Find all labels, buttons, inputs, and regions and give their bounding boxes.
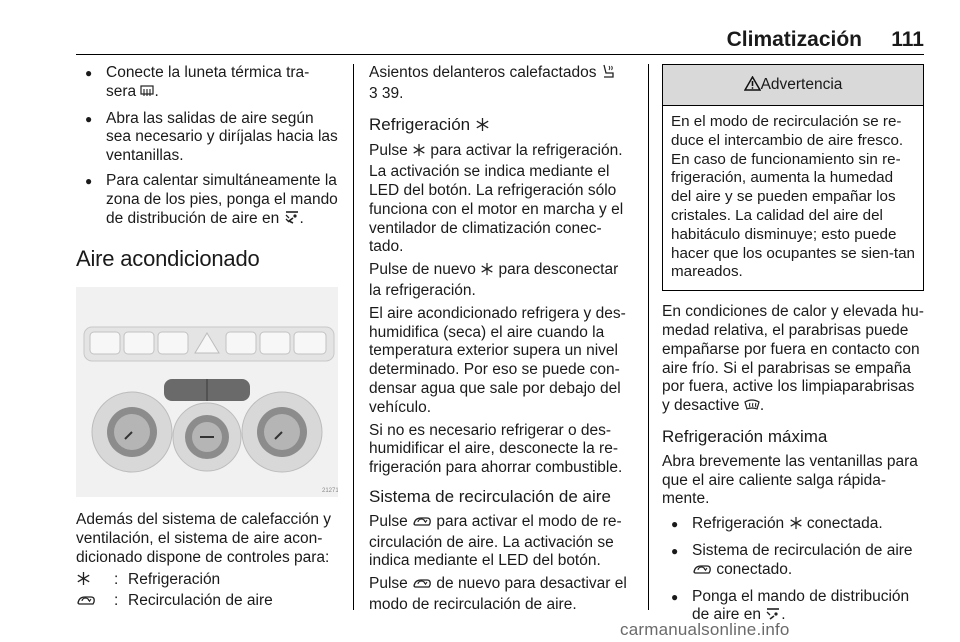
- warning-header: [663, 65, 923, 106]
- list-item: ● Para calentar simultáneamente la zona de los pies, ponga el mando de distribución de aire en .: [76, 172, 338, 230]
- recirculation-icon: [692, 563, 712, 582]
- windshield-fog-paragraph: En condiciones de calor y elevada hu-medad relativa, el parabrisas puede empañarse por fuera en contacto con aire frío. Si el parabrisas se empaña por fuera, active los limpiaparabrisas y desactive .: [662, 303, 924, 418]
- legend-item-recirculation: : Recirculación de aire: [76, 591, 338, 612]
- heading-recirculation: Sistema de recirculación de aire: [369, 486, 611, 506]
- warning-box: [662, 64, 924, 291]
- climate-control-panel-illustration: [76, 287, 338, 497]
- recirculation-paragraph-2: Pulse de nuevo para desactivar el modo de recirculación de aire.: [369, 575, 627, 613]
- cooling-paragraph-1: Pulse para activar la refrigeración. La activación se indica mediante el LED del botón. La refrigeración sólo funciona con el motor en marcha y el ventilador de climatización conec-tado.: [369, 142, 624, 256]
- max-cooling-list: [662, 515, 924, 627]
- column-1: [76, 64, 338, 612]
- warning-title: Advertencia: [760, 76, 843, 93]
- list-item: ● Refrigeración conectada.: [662, 515, 924, 536]
- recirculation-icon: [412, 515, 432, 534]
- recirculation-icon: [76, 593, 96, 612]
- list-item: ● Ponga el mando de distribución de aire en .: [662, 588, 924, 628]
- snowflake-icon: [789, 516, 803, 536]
- control-legend: [76, 570, 338, 612]
- snowflake-icon: [76, 571, 91, 591]
- max-cooling-paragraph: Abra brevemente las ventanillas para que el aire caliente salga rápida-mente.: [662, 452, 918, 508]
- chapter-title: Climatización: [726, 28, 862, 51]
- windshield-defrost-icon: [744, 398, 760, 418]
- column-3: [662, 64, 924, 633]
- illustration-code: 21271: [322, 488, 338, 495]
- column-2: [369, 64, 634, 619]
- warning-text: En el modo de recirculación se re-duce el intercambio de aire fresco. En caso de funcionamiento sin re-frigeración, aumenta la humedad del aire y se pueden empañar los cristales. La calidad del aire del habitáculo disminuye; esto puede hacer que los ocupantes se sien-tan mareados.: [671, 113, 916, 281]
- column-divider-2: [648, 64, 649, 610]
- watermark: carmanualsonline.info: [620, 620, 790, 639]
- heading-max-cooling: Refrigeración máxima: [662, 426, 828, 446]
- legend-item-cooling: : Refrigeración: [76, 570, 338, 591]
- recirculation-icon: [412, 577, 432, 596]
- list-item: ● Sistema de recirculación de aire conectado.: [662, 542, 924, 582]
- heated-seat-icon: [601, 64, 615, 85]
- cooling-paragraph-2: Pulse de nuevo para desconectar la refrigeración.: [369, 261, 619, 299]
- list-item: ● Conecte la luneta térmica tra-sera .: [76, 64, 338, 104]
- ac-intro: Además del sistema de calefacción y ventilación, el sistema de aire acon-dicionado dispone de controles para:: [76, 511, 332, 566]
- recirculation-paragraph-1: Pulse para activar el modo de re-circulación de aire. La activación se indica mediante el LED del botón.: [369, 512, 622, 570]
- footwell-windshield-icon: [284, 210, 300, 231]
- instruction-list: [76, 64, 338, 230]
- heading-cooling: Refrigeración: [369, 116, 634, 137]
- page-header: [76, 28, 924, 54]
- snowflake-icon: [475, 117, 490, 137]
- warning-triangle-icon: [744, 67, 761, 107]
- cooling-paragraph-3: El aire acondicionado refrigera y des-humidifica (seca) el aire cuando la temperatura exterior supera un nivel determinado. Por eso se puede con-densar agua que sale por debajo del vehículo.: [369, 304, 626, 416]
- header-divider: [76, 54, 924, 55]
- list-item: ● Abra las salidas de aire según sea necesario y diríjalas hacia las ventanillas.: [76, 110, 338, 166]
- snowflake-icon: [412, 143, 426, 163]
- cooling-paragraph-4: Si no es necesario refrigerar o des-humidificar el aire, desconecte la re-frigeración para ahorrar combustible.: [369, 421, 623, 477]
- column-divider-1: [353, 64, 354, 610]
- snowflake-icon: [480, 262, 494, 282]
- section-title-air-conditioning: Aire acondicionado: [76, 246, 260, 272]
- heated-seats-ref: Asientos delanteros calefactados 3 39.: [369, 64, 634, 104]
- rear-defrost-icon: [140, 85, 154, 104]
- page-number: 111: [891, 28, 924, 51]
